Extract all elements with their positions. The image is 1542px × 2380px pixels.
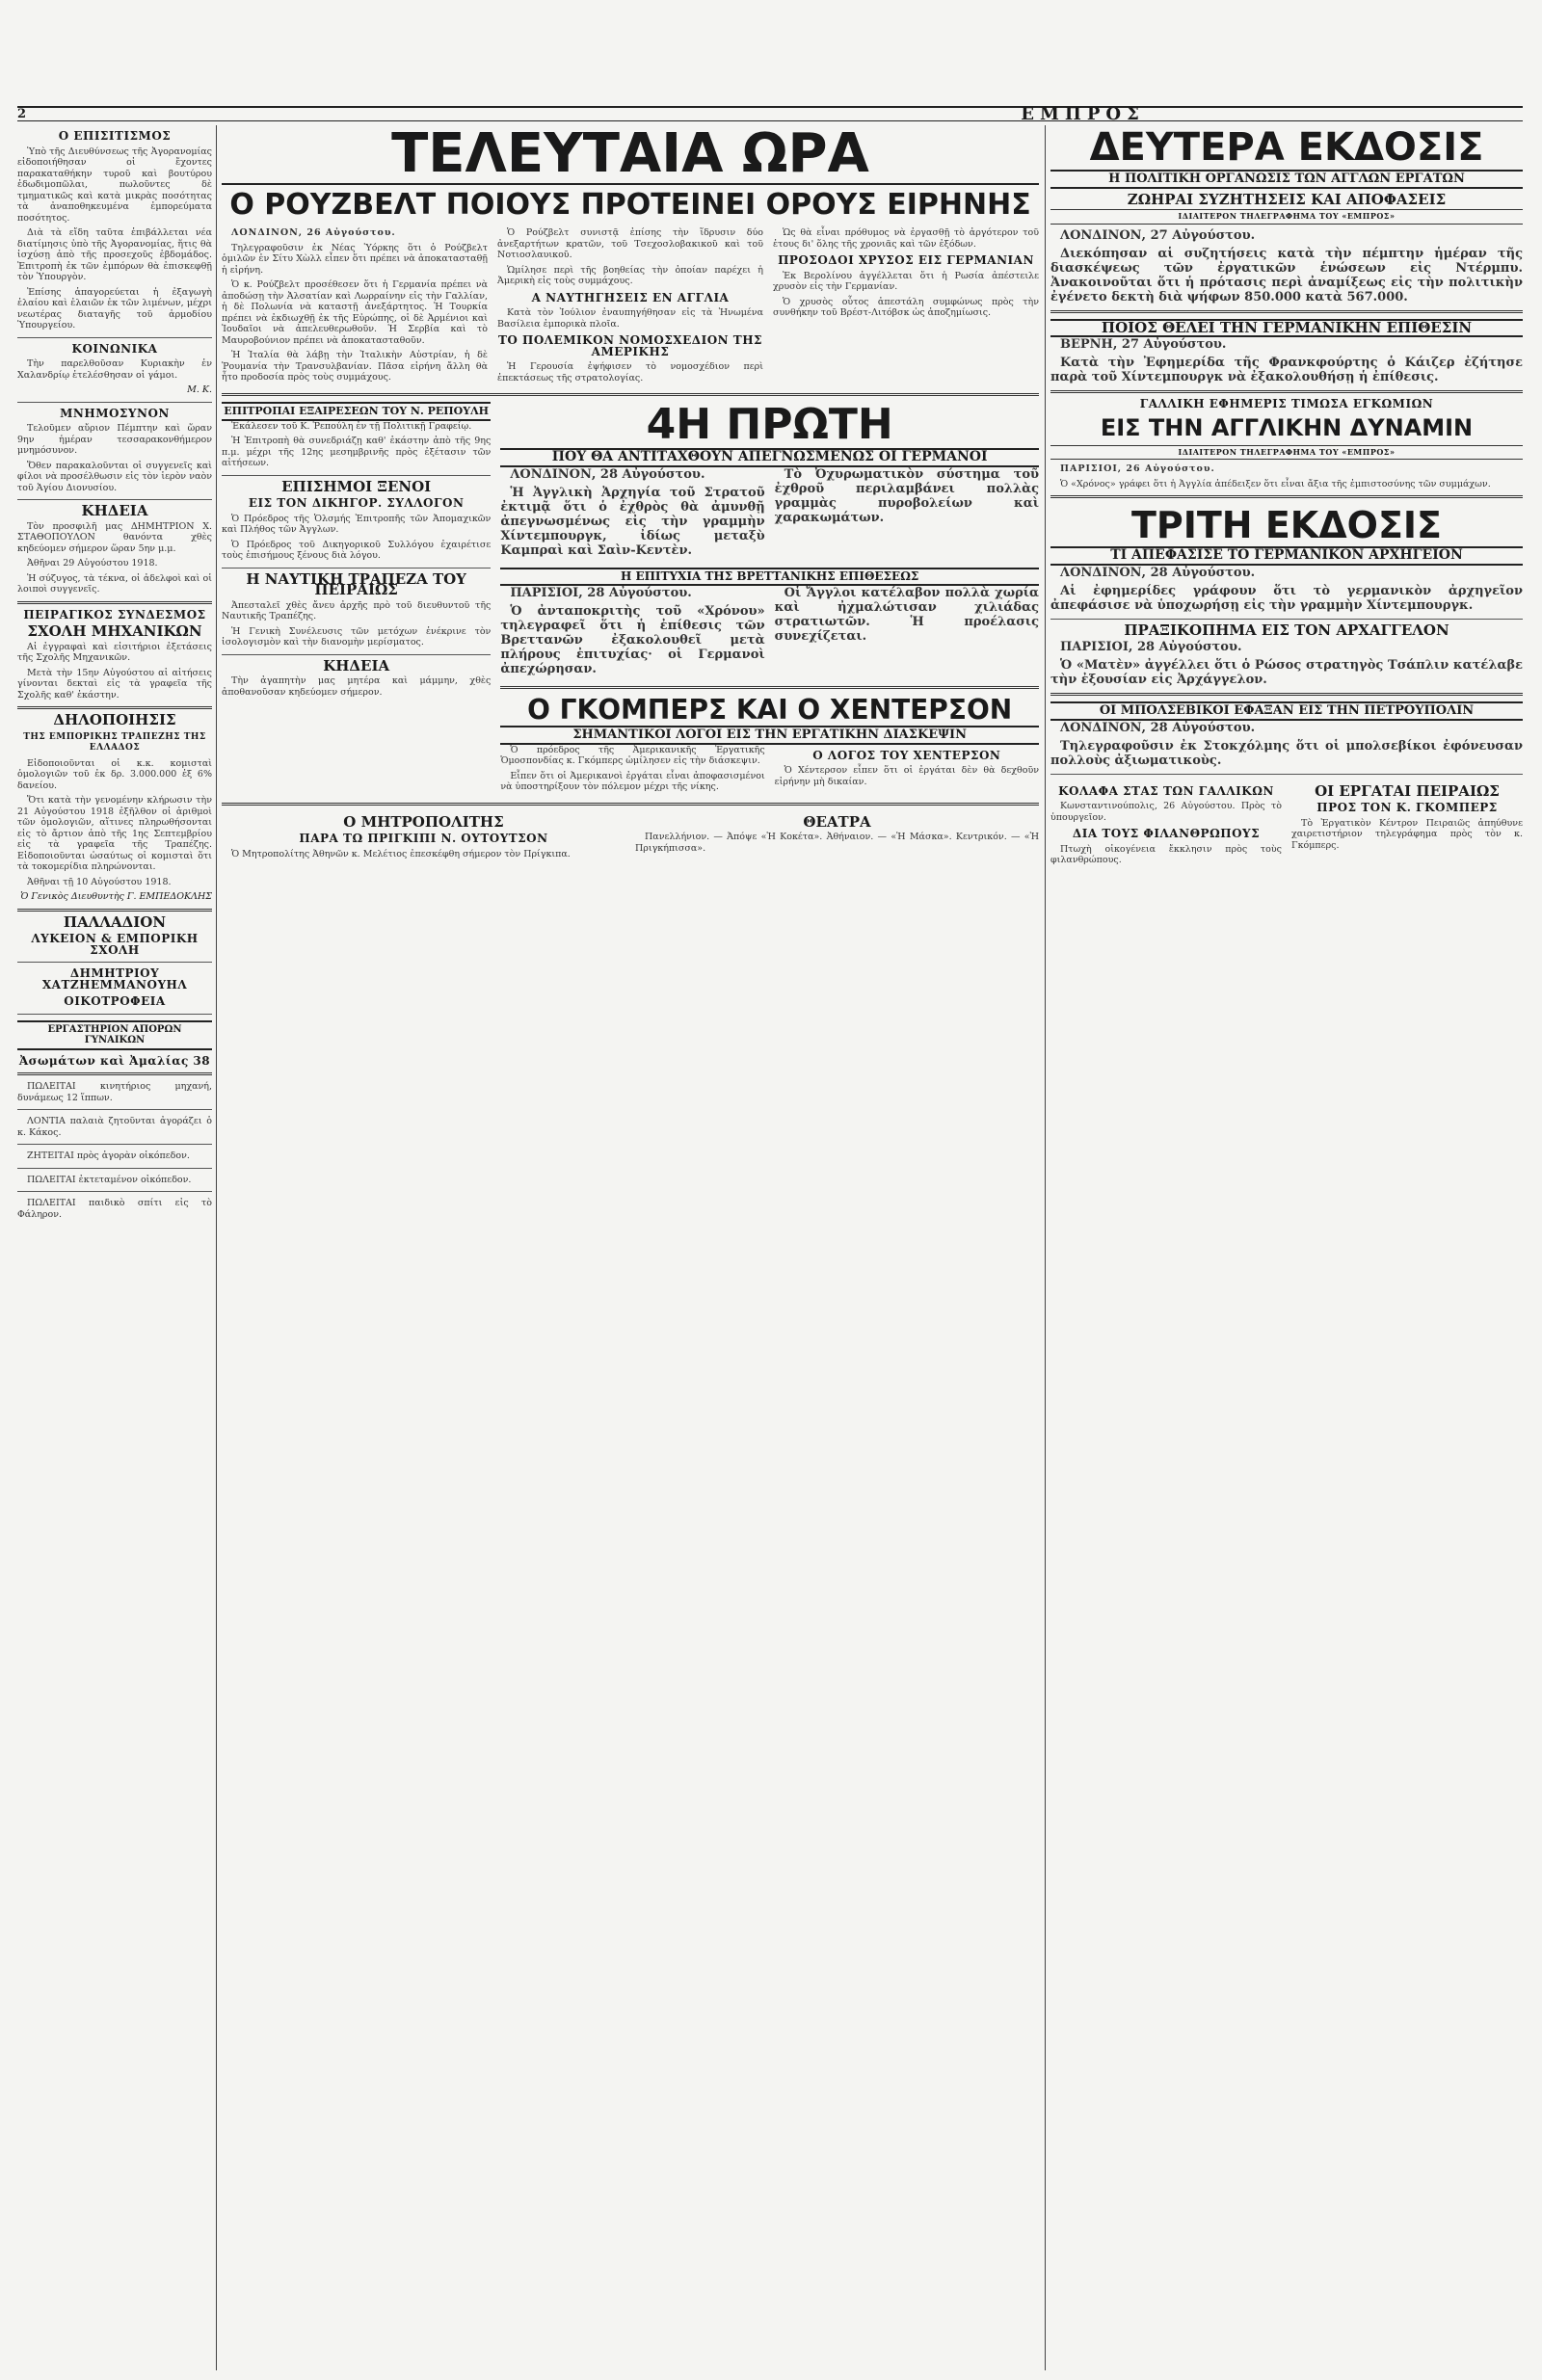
deutera-dateline: ΛΟΝΔΙΝΟΝ, 27 Αὐγούστου. (1060, 227, 1256, 243)
mechanikon-text: Αἱ ἐγγραφαὶ καὶ εἰσιτήριοι ἐξετάσεις τῆς Σχολῆς Μηχανικῶν. (17, 641, 212, 663)
gompers-text: Ὁ πρόεδρος τῆς Ἀμερικανικῆς Ἐργατικῆς Ὁμοσπονδίας κ. Γκόμπερς ὡμίλησεν εἰς τὴν διάσκεψιν. (500, 744, 765, 766)
theatra-headline: ΘΕΑΤΡΑ (803, 812, 871, 831)
chatziemmanouil-subtitle: ΟΙΚΟΤΡΟΦΕΙΑ (64, 994, 166, 1008)
polemikon-headline: ΤΟ ΠΟΛΕΜΙΚΟΝ ΝΟΜΟΣΧΕΔΙΟΝ ΤΗΣ ΑΜΕΡΙΚΗΣ (497, 333, 763, 358)
mitropolitis-subheadline: ΠΑΡΑ ΤΩ ΠΡΙΓΚΙΠΙ Ν. ΟΥΤΟΥΤΣΟΝ (299, 832, 548, 845)
theatra-text: Πανελλήνιον. — Ἀπόψε «Ἡ Κοκέτα». Ἀθήναιον. — «Ἡ Μάσκα». Κεντρικόν. — «Ἡ Πριγκήπισσα». (635, 832, 1039, 854)
masthead: ΕΜΠΡΟΣ (1021, 104, 1145, 124)
praxikopima-headline: ΠΡΑΞΙΚΟΠΗΜΑ ΕΙΣ ΤΟΝ ΑΡΧΑΓΓΕΛΟΝ (1124, 621, 1449, 639)
column-rule (216, 125, 217, 2370)
triti-subtitle: ΤΙ ΑΠΕΦΑΣΙΣΕ ΤΟ ΓΕΡΜΑΝΙΚΟΝ ΑΡΧΗΓΕΙΟΝ (1050, 546, 1523, 566)
episimoi-headline: ΕΠΙΣΗΜΟΙ ΞΕΝΟΙ (281, 477, 432, 495)
column-center: ΤΕΛΕΥΤΑΙΑ ΩΡΑ Ο ΡΟΥΖΒΕΛΤ ΠΟΙΟΥΣ ΠΡΟΤΕΙΝΕΙ ΟΡΟΥΣ ΕΙΡΗΝΗΣ ΛΟΝΔΙΝΟΝ, 26 Αὐγούστου. Τηλεγραφοῦσιν ἐκ Νέας Ὑόρκης ὅτι ὁ Ρούζβελτ ὁμιλῶν ἐν Σίτυ Χὼλλ εἶπεν ὅτι πρέπει νὰ ἀποκατασταθῇ ἡ εἰρήνη. Ὁ κ. Ρούζβελτ προσέθεσεν ὅτι ἡ Γερμανία πρέπει νὰ ἀποδώσῃ τὴν Ἀλσατίαν καὶ Λωρραίνην εἰς τὴν Γαλλίαν, ἡ δὲ Πολωνία νὰ καταστῇ ἀνεξάρτητος. Ἡ Τουρκία πρέπει νὰ ἐκδιωχθῇ ἐκ τῆς Εὐρώπης, οἱ δὲ Ἀρμένιοι καὶ Ἰουδαῖοι νὰ ἀπελευθερωθοῦν. Ἡ Σερβία καὶ τὸ Μαυροβούνιον πρέπει νὰ ἀποκατασταθοῦν. Ἡ Ἰταλία θὰ λάβῃ τὴν Ἰταλικὴν Αὐστρίαν, ἡ δὲ Ῥουμανία τὴν Τρανσυλβανίαν. Πᾶσα εἰρήνη ἄλλη θὰ ἦτο προδοσία πρὸς τοὺς συμμάχους. Ὁ Ρούζβελτ συνιστᾷ ἐπίσης τὴν ἵδρυσιν δύο ἀνεξαρτήτων κρατῶν, τοῦ Τσεχοσλοβακικοῦ καὶ τοῦ Νοτιοσλαυικοῦ. Ὡμίλησε περὶ τῆς βοηθείας τὴν ὁποίαν παρέχει ἡ Ἀμερικὴ εἰς τοὺς συμμάχους. Α ΝΑΥΤΗΓΗΣΕΙΣ ΕΝ ΑΓΓΛΙΑ Κατὰ τὸν Ἰούλιον ἐναυπηγήθησαν εἰς τὰ Ἡνωμένα Βασίλεια ἐμπορικὰ πλοῖα. ΤΟ ΠΟΛΕΜΙΚΟΝ ΝΟΜΟΣΧΕΔΙΟΝ ΤΗΣ ΑΜΕΡΙΚΗΣ Ἡ Γερουσία ἐψήφισεν τὸ νομοσχέδιον περὶ ἐπεκτάσεως τῆς στρατολογίας. Ὡς θὰ εἶναι πρόθυμος νὰ ἐργασθῇ τὸ ἀργότερον τοῦ ἐτους δι' ὅλης τῆς χρονιᾶς καὶ τῶν ἐξόδων. ΠΡΟΣΟΔΟΙ ΧΡΥΣΟΣ ΕΙΣ ΓΕΡΜΑΝΙΑΝ Ἐκ Βερολίνου ἀγγέλλεται ὅτι ἡ Ρωσία ἀπέστειλε χρυσὸν εἰς τὴν Γερμανίαν. Ὁ χρυσὸς οὗτος ἀπεστάλη συμφώνως πρὸς τὴν συνθήκην τοῦ Βρέστ-Λιτόβσκ ὡς ἀποζημίωσις. ΕΠΙΤΡΟΠΑΙ ΕΞΑΙΡΕΣΕΩΝ ΤΟΥ Ν. ΡΕΠΟΥΛΗ Ἐκάλεσεν τοῦ Κ. Ῥεπούλη ἐν τῇ Πολιτικῇ Γραφείῳ. Ἡ Ἐπιτροπὴ θὰ συνεδριάζῃ καθ' ἑκάστην ἀπὸ τῆς 9ης π.μ. μέχρι τῆς 12ης μεσημβρινῆς πρὸς ἐξέτασιν τῶν αἰτήσεων. ΕΠΙΣΗΜΟΙ ΞΕΝΟΙ ΕΙΣ ΤΟΝ ΔΙΚΗΓΟΡ. ΣΥΛΛΟΓΟΝ Ὁ Πρόεδρος τῆς Ὁλσμής Ἐπιτροπῆς τῶν Ἀπομαχικῶν καὶ Πλήθος τῶν Ἁγγλων. Ὁ Πρόεδρος τοῦ Δικηγορικοῦ Συλλόγου ἐχαιρέτισε τοὺς ἐπισήμους ξένους διὰ λόγου. Η ΝΑΥΤΙΚΗ ΤΡΑΠΕΖΑ ΤΟΥ ΠΕΙΡΑΙΩΣ Ἀπεσταλεῖ χθὲς ἄνευ ἀρχῆς πρὸ τοῦ διευθυντοῦ τῆς Ναυτικῆς Τραπέζης. Ἡ Γενικὴ Συνέλευσις τῶν μετόχων ἐνέκρινε τὸν ἰσολογισμὸν καὶ τὴν διανομὴν μερίσματος. ΚΗΔΕΙΑ Τὴν ἀγαπητὴν μας μητέρα καὶ μάμμην, χθὲς ἀποθανοῦσαν κηδεύομεν σήμερον. 4Η ΠΡΩΤΗ ΠΟΥ ΘΑ ΑΝΤΙΤΑΧΘΟΥΝ ΑΠΕΓΝΩΣΜΕΝΩΣ ΟΙ ΓΕΡΜΑΝΟΙ ΛΟΝΔΙΝΟΝ, 28 Αὐγούστου. Ἡ Ἀγγλικὴ Ἀρχηγία τοῦ Στρατοῦ ἐκτιμᾷ ὅτι ὁ ἐχθρὸς θὰ ἀμυνθῇ ἀπεγνωσμένως εἰς τὴν γραμμὴν Χίντεμπουργκ, ἰδίως μεταξὺ Καμπραὶ καὶ Σαὶν-Κεντὲν. Τὸ Ὀχυρωματικὸν σύστημα τοῦ ἐχθροῦ περιλαμβάνει πολλὰς γραμμὰς πυροβολείων καὶ χαρακωμάτων. Η ΕΠΙΤΥΧΙΑ ΤΗΣ ΒΡΕΤΤΑΝΙΚΗΣ ΕΠΙΘΕΣΕΩΣ ΠΑΡΙΣΙΟΙ, 28 Αὐγούστου. Ὁ ἀνταποκριτὴς τοῦ «Χρόνου» τηλεγραφεῖ ὅτι ἡ ἐπίθεσις τῶν Βρεττανῶν ἐξακολουθεῖ μετὰ πλήρους ἐπιτυχίας· οἱ Γερμανοὶ ἀπεχώρησαν. Οἱ Ἄγγλοι κατέλαβον πολλὰ χωρία καὶ ἠχμαλώτισαν χιλιάδας στρατιωτῶν. Ἡ προέλασις συνεχίζεται. Ο ΓΚΟΜΠΕΡΣ ΚΑΙ Ο ΧΕΝΤΕΡΣΟΝ ΣΗΜΑΝΤΙΚΟΙ ΛΟΓΟΙ ΕΙΣ ΤΗΝ ΕΡΓΑΤΙΚΗΝ ΔΙΑΣΚΕΨΙΝ Ὁ πρόεδρος τῆς Ἀμερικανικῆς Ἐργατικῆς Ὁμοσπονδίας κ. Γκόμπερς ὡμίλησεν εἰς τὴν διάσκεψιν. Εἶπεν ὅτι οἱ Ἀμερικανοὶ ἐργάται εἶναι ἀποφασισμένοι νὰ ὑποστηρίξουν τὸν πόλεμον μέχρι τῆς νίκης. Ο ΛΟΓΟΣ ΤΟΥ ΧΕΝΤΕΡΣΟΝ Ὁ Χέντερσον εἶπεν ὅτι οἱ ἐργάται δὲν θὰ δεχθοῦν εἰρήνην μὴ δικαίαν. Ο ΜΗΤΡΟΠΟΛΙΤΗΣ ΠΑΡΑ ΤΩ ΠΡΙΓΚΙΠΙ Ν. ΟΥΤΟΥΤΣΟΝ Ὁ Μητροπολίτης Ἀθηνῶν κ. Μελέτιος ἐπεσκέφθη σήμερον τὸν Πρίγκιπα. ΘΕΑΤΡΑ Πανελλήνιον. — Ἀπόψε «Ἡ Κοκέτα». Ἀθήναιον. — «Ἡ Μάσκα». Κεντρικόν. — «Ἡ Πριγκήπισσα». (222, 125, 1039, 859)
deutera-text: Διεκόπησαν αἱ συζητήσεις κατὰ τὴν πέμπτην ἡμέραν τῆς διασκέψεως τῶν ἐργατικῶν ἑνώσεων εἰς Ντέρμπυ. Ἀνακοινοῦται ὅτι ἡ πρότασις περὶ ἀναμίξεως εἰς τὴν πολιτικὴν ἐγένετο δεκτὴ διὰ ψήφων 850.000 κατὰ 567.000. (1050, 246, 1523, 304)
roosevelt-text: Τηλεγραφοῦσιν ἐκ Νέας Ὑόρκης ὅτι ὁ Ρούζβελτ ὁμιλῶν ἐν Σίτυ Χὼλλ εἶπεν ὅτι πρέπει νὰ ἀποκατασταθῇ ἡ εἰρήνη. (222, 242, 488, 276)
kideia-center-headline: ΚΗΔΕΙΑ (323, 656, 390, 674)
kideia-date: Ἀθῆναι 29 Αὐγούστου 1918. (27, 558, 158, 569)
praxikopima-dateline: ΠΑΡΙΣΙΟΙ, 28 Αὐγούστου. (1060, 640, 1242, 654)
mitropolitis-text: Ὁ Μητροπολίτης Ἀθηνῶν κ. Μελέτιος ἐπεσκέφθη σήμερον τὸν Πρίγκιπα. (231, 848, 571, 859)
bolsheviki-dateline: ΛΟΝΔΙΝΟΝ, 28 Αὐγούστου. (1060, 720, 1256, 735)
triti-title: ΤΡΙΤΗ ΕΚΔΟΣΙΣ (1130, 504, 1443, 546)
ergatai-headline: ΟΙ ΕΡΓΑΤΑΙ ΠΕΙΡΑΙΩΣ (1315, 781, 1500, 800)
ergatai-subheadline: ΠΡΟΣ ΤΟΝ Κ. ΓΚΟΜΠΕΡΣ (1316, 801, 1498, 814)
naftiki-headline: Η ΝΑΥΤΙΚΗ ΤΡΑΠΕΖΑ ΤΟΥ ΠΕΙΡΑΙΩΣ (246, 569, 466, 598)
roosevelt-dateline: ΛΟΝΔΙΝΟΝ, 26 Αὐγούστου. (231, 227, 396, 238)
ergastirion-address: Ἀσωμάτων καὶ Ἀμαλίας 38 (18, 1053, 211, 1068)
kolafa-headline: ΚΟΛΑΦΑ ΣΤΑΣ ΤΩΝ ΓΑΛΛΙΚΩΝ (1058, 783, 1274, 798)
mnimosynon-text: Τελοῦμεν αὔριον Πέμπτην καὶ ὥραν 9ην ἡμέραν τεσσαρακονθήμερον μνημόσυνον. (17, 423, 212, 456)
naftigisis-headline: Α ΝΑΥΤΗΓΗΣΕΙΣ ΕΝ ΑΓΓΛΙΑ (531, 290, 730, 304)
triti-text: Αἱ ἐφημερίδες γράφουν ὅτι τὸ γερμανικὸν ἀρχηγεῖον ἀπεφάσισε νὰ ὑποχωρήσῃ εἰς τὴν γραμμὴν Χίντεμπουργκ. (1050, 583, 1523, 613)
germaniki-text: Κατὰ τὴν Ἐφημερίδα τῆς Φρανκφούρτης ὁ Κάιζερ ἐζήτησε παρὰ τοῦ Χίντεμπουργκ νὰ ἐξακολουθήσῃ ἡ ἐπίθεσις. (1050, 356, 1523, 384)
dilopoiisis-signature: Ὁ Γενικὸς Διευθυντὴς Γ. ΕΜΠΕΔΟΚΛΗΣ (20, 891, 212, 902)
exaireseon-text: Ἐκάλεσεν τοῦ Κ. Ῥεπούλη ἐν τῇ Πολιτικῇ Γραφείῳ. (231, 420, 472, 432)
koinonika-text: Τὴν παρελθοῦσαν Κυριακὴν ἐν Χαλανδρίῳ ἐτελέσθησαν οἱ γάμοι. (17, 358, 212, 381)
kideia-center-text: Τὴν ἀγαπητὴν μας μητέρα καὶ μάμμην, χθὲς ἀποθανοῦσαν κηδεύομεν σήμερον. (222, 675, 492, 698)
roosevelt-text-2: Ὁ Ρούζβελτ συνιστᾷ ἐπίσης τὴν ἵδρυσιν δύο ἀνεξαρτήτων κρατῶν, τοῦ Τσεχοσλοβακικοῦ καὶ τοῦ Νοτιοσλαυικοῦ. (497, 227, 763, 260)
classified-ad-4: ΠΩΛΕΙΤΑΙ ἐκτεταμένον οἰκόπεδον. (27, 1174, 192, 1185)
classified-ad-2: ΛΟΝΤΙΑ παλαιὰ ζητοῦνται ἀγοράζει ὁ κ. Κάκος. (17, 1116, 212, 1138)
page-number: 2 (17, 107, 27, 121)
roosevelt-headline: Ο ΡΟΥΖΒΕΛΤ ΠΟΙΟΥΣ ΠΡΟΤΕΙΝΕΙ ΟΡΟΥΣ ΕΙΡΗΝΗΣ (222, 183, 1039, 222)
classified-ad-5: ΠΩΛΕΙΤΑΙ παιδικὸ σπίτι εἰς τὸ Φάληρον. (17, 1198, 212, 1220)
palladion-subtitle: ΛΥΚΕΙΟΝ & ΕΜΠΟΡΙΚΗ ΣΧΟΛΗ (31, 932, 199, 957)
column-rule (1045, 125, 1046, 2370)
praxikopima-text: Ὁ «Ματὲν» ἀγγέλλει ὅτι ὁ Ρώσος στρατηγὸς Τσάπλιν κατέλαβε τὴν ἐξουσίαν εἰς Ἀρχάγγελον. (1050, 658, 1523, 687)
episimoi-text: Ὁ Πρόεδρος τῆς Ὁλσμής Ἐπιτροπῆς τῶν Ἀπομαχικῶν καὶ Πλήθος τῶν Ἁγγλων. (222, 513, 492, 535)
koinonika-title: ΚΟΙΝΩΝΙΚΑ (71, 341, 158, 356)
telegram-label: ΙΔΙΑΙΤΕΡΟΝ ΤΗΛΕΓΡΑΦΗΜΑ ΤΟΥ «ΕΜΠΡΟΣ» (1050, 209, 1523, 225)
episimoi-subheadline: ΕΙΣ ΤΟΝ ΔΙΚΗΓΟΡ. ΣΥΛΛΟΓΟΝ (248, 496, 465, 510)
classified-ad-3: ΖΗΤΕΙΤΑΙ πρὸς ἀγορὰν οἰκόπεδον. (27, 1150, 190, 1161)
proti-text: Ἡ Ἀγγλικὴ Ἀρχηγία τοῦ Στρατοῦ ἐκτιμᾷ ὅτι ὁ ἐχθρὸς θὰ ἀμυνθῇ ἀπεγνωσμένως εἰς τὴν γραμμὴν Χίντεμπουργκ, ἰδίως μεταξὺ Καμπραὶ καὶ Σαὶν-Κεντὲν. (500, 485, 765, 558)
galliki-headline: ΓΑΛΛΙΚΗ ΕΦΗΜΕΡΙΣ ΤΙΜΩΣΑ ΕΓΚΩΜΙΩΝ (1139, 397, 1434, 410)
dilopoiisis-text: Εἰδοποιοῦνται οἱ κ.κ. κομισταὶ ὁμολογιῶν τοῦ ἐκ δρ. 3.000.000 ἐξ 6% δανείου. (17, 757, 212, 791)
gold-headline: ΠΡΟΣΟΔΟΙ ΧΡΥΣΟΣ ΕΙΣ ΓΕΡΜΑΝΙΑΝ (778, 253, 1034, 267)
galliki-headline-2: ΕΙΣ ΤΗΝ ΑΓΓΛΙΚΗΝ ΔΥΝΑΜΙΝ (1100, 413, 1474, 441)
naftigisis-text: Κατὰ τὸν Ἰούλιον ἐναυπηγήθησαν εἰς τὰ Ἡνωμένα Βασίλεια ἐμπορικὰ πλοῖα. (497, 307, 763, 330)
polemikon-text: Ἡ Γερουσία ἐψήφισεν τὸ νομοσχέδιον περὶ ἐπεκτάσεως τῆς στρατολογίας. (497, 361, 763, 383)
chatziemmanouil-title: ΔΗΜΗΤΡΙΟΥ ΧΑΤΖΗΕΜΜΑΝΟΥΗΛ (41, 966, 188, 992)
mechanikon-title: ΣΧΟΛΗ ΜΗΧΑΝΙΚΩΝ (27, 622, 202, 640)
epitychia-text: Ὁ ἀνταποκριτὴς τοῦ «Χρόνου» τηλεγραφεῖ ὅτι ἡ ἐπίθεσις τῶν Βρεττανῶν ἐξακολουθεῖ μετὰ πλήρους ἐπιτυχίας· οἱ Γερμανοὶ ἀπεχώρησαν. (500, 604, 765, 676)
classified-ad-1: ΠΩΛΕΙΤΑΙ κινητήριος μηχανή, δυνάμεως 12 ἵππων. (17, 1081, 212, 1103)
mnimosynon-title: ΜΝΗΜΟΣΥΝΟΝ (60, 406, 170, 420)
main-title: ΤΕΛΕΥΤΑΙΑ ΩΡΑ (391, 125, 869, 185)
germaniki-headline: ΠΟΙΟΣ ΘΕΛΕΙ ΤΗΝ ΓΕΡΜΑΝΙΚΗΝ ΕΠΙΘΕΣΙΝ (1050, 319, 1523, 338)
naftiki-text: Ἀπεσταλεῖ χθὲς ἄνευ ἀρχῆς πρὸ τοῦ διευθυντοῦ τῆς Ναυτικῆς Τραπέζης. (222, 599, 492, 621)
exaireseon-headline: ΕΠΙΤΡΟΠΑΙ ΕΞΑΙΡΕΣΕΩΝ ΤΟΥ Ν. ΡΕΠΟΥΛΗ (222, 402, 491, 421)
column-right (1050, 125, 1523, 2370)
proti-headline: 4Η ΠΡΩΤΗ (646, 400, 893, 449)
proti-dateline: ΛΟΝΔΙΝΟΝ, 28 Αὐγούστου. (510, 466, 705, 482)
deutera-title: ΔΕΥΤΕΡΑ ΕΚΔΟΣΙΣ (1089, 125, 1484, 170)
galliki-text: Ὁ «Χρόνος» γράφει ὅτι ἡ Ἀγγλία ἀπέδειξεν ὅτι εἶναι ἄξια τῆς ἐμπιστοσύνης τῶν συμμάχων. (1060, 478, 1491, 489)
kolafa-text: Κωνσταντινούπολις, 26 Αὐγούστου. Πρὸς τὸ ὑπουργεῖον. (1050, 801, 1282, 823)
ergastirion-title: ΕΡΓΑΣΤΗΡΙΟΝ ΑΠΟΡΩΝ ΓΥΝΑΙΚΩΝ (17, 1020, 212, 1050)
dilopoiisis-subtitle: ΤΗΣ ΕΜΠΟΡΙΚΗΣ ΤΡΑΠΕΖΗΣ ΤΗΣ ΕΛΛΑΔΟΣ (23, 731, 206, 753)
gompers-headline: Ο ΓΚΟΜΠΕΡΣ ΚΑΙ Ο ΧΕΝΤΕΡΣΟΝ (527, 694, 1013, 726)
germaniki-dateline: ΒΕΡΝΗ, 27 Αὐγούστου. (1060, 337, 1227, 352)
epitychia-headline: Η ΕΠΙΤΥΧΙΑ ΤΗΣ ΒΡΕΤΤΑΝΙΚΗΣ ΕΠΙΘΕΣΕΩΣ (500, 568, 1039, 587)
dilopoiisis-title: ΔΗΛΟΠΟΙΗΣΙΣ (53, 711, 176, 728)
filanthropous-text: Πτωχὴ οἰκογένεια ἔκκλησιν πρὸς τοὺς φιλανθρώπους. (1050, 843, 1282, 865)
deutera-subtitle: Η ΠΟΛΙΤΙΚΗ ΟΡΓΑΝΩΣΙΣ ΤΩΝ ΑΓΓΛΩΝ ΕΡΓΑΤΩΝ (1050, 170, 1523, 189)
newspaper-page (17, 0, 1523, 2376)
page-header (17, 104, 1523, 124)
episitismos-text: Ὑπὸ τῆς Διευθύνσεως τῆς Ἀγορανομίας εἰδοποιήθησαν οἱ ἔχοντες παρακαταθήκην τυροῦ καὶ βουτύρου ἐδωδιμοπῶλαι, πωλοῦντες δὲ τμηματικῶς καὶ κατὰ μικρὰς ποσότητας τὰ ἀναποθηκευμένα ἐμπορεύματα ποσότητος. (17, 145, 212, 224)
deutera-subtitle-2: ΖΩΗΡΑΙ ΣΥΖΗΤΗΣΕΙΣ ΚΑΙ ΑΠΟΦΑΣΕΙΣ (1127, 190, 1447, 208)
dilopoiisis-date: Ἀθῆναι τῇ 10 Αὐγούστου 1918. (27, 876, 172, 887)
gold-text: Ἐκ Βερολίνου ἀγγέλλεται ὅτι ἡ Ρωσία ἀπέστειλε χρυσὸν εἰς τὴν Γερμανίαν. (773, 270, 1039, 292)
episitismos-title: Ο ΕΠΙΣΙΤΙΣΜΟΣ (58, 129, 172, 143)
bolsheviki-text: Τηλεγραφοῦσιν ἐκ Στοκχόλμης ὅτι οἱ μπολσεβίκοι ἐφόνευσαν πολλοὺς ἀξιωματικοὺς. (1050, 738, 1523, 768)
triti-dateline: ΛΟΝΔΙΝΟΝ, 28 Αὐγούστου. (1060, 565, 1256, 580)
henderson-text: Ὁ Χέντερσον εἶπεν ὅτι οἱ ἐργάται δὲν θὰ δεχθοῦν εἰρήνην μὴ δικαίαν. (774, 765, 1039, 787)
epitychia-dateline: ΠΑΡΙΣΙΟΙ, 28 Αὐγούστου. (510, 586, 692, 600)
kideia-title: ΚΗΔΕΙΑ (81, 502, 148, 519)
column-left: Ο ΕΠΙΣΙΤΙΣΜΟΣ Ὑπὸ τῆς Διευθύνσεως τῆς Ἀγορανομίας εἰδοποιήθησαν οἱ ἔχοντες παρακαταθήκην τυροῦ καὶ βουτύρου ἐδωδιμοπῶλαι, πωλοῦντες δὲ τμηματικῶς καὶ κατὰ μικρὰς ποσότητας τὰ ἀναποθηκευμένα ἐμπορεύματα ποσότητος. Διὰ τὰ εἴδη ταῦτα ἐπιβάλλεται νέα διατίμησις ὑπὸ τῆς Ἀγορανομίας, ἥτις θὰ ἰσχύσῃ ἀπὸ τῆς προσεχοῦς ἑβδομάδος. Ἐπιτροπὴ ἐκ τῶν ἐμπόρων θὰ ἐπισκεφθῇ τὸν Ὑπουργὸν. Ἐπίσης ἀπαγορεύεται ἡ ἐξαγωγὴ ἐλαίου καὶ ἐλαιῶν ἐκ τῶν λιμένων, μέχρι νεωτέρας διαταγῆς τοῦ ἁρμοδίου Ὑπουργείου. ΚΟΙΝΩΝΙΚΑ Τὴν παρελθοῦσαν Κυριακὴν ἐν Χαλανδρίῳ ἐτελέσθησαν οἱ γάμοι. Μ. Κ. ΜΝΗΜΟΣΥΝΟΝ Τελοῦμεν αὔριον Πέμπτην καὶ ὥραν 9ην ἡμέραν τεσσαρακονθήμερον μνημόσυνον. Ὅθεν παρακαλοῦνται οἱ συγγενεῖς καὶ φίλοι νὰ προσέλθωσιν εἰς τὸν ἱερὸν ναὸν τοῦ Ἁγίου Διονυσίου. ΚΗΔΕΙΑ Τὸν προσφιλῆ μας ΔΗΜΗΤΡΙΟΝ Χ. ΣΤΑΘΟΠΟΥΛΟΝ θανόντα χθὲς κηδεύομεν σήμερον ὥραν 5ην μ.μ. Ἀθῆναι 29 Αὐγούστου 1918. Ἡ σύζυγος, τὰ τέκνα, οἱ ἀδελφοὶ καὶ οἱ λοιποὶ συγγενεῖς. ΠΕΙΡΑΓΙΚΟΣ ΣΥΝΔΕΣΜΟΣ ΣΧΟΛΗ ΜΗΧΑΝΙΚΩΝ Αἱ ἐγγραφαὶ καὶ εἰσιτήριοι ἐξετάσεις τῆς Σχολῆς Μηχανικῶν. Μετὰ τὴν 15ην Αὐγούστου αἱ αἰτήσεις γίνονται δεκταὶ εἰς τὰ γραφεῖα τῆς Σχολῆς καθ' ἑκάστην. ΔΗΛΟΠΟΙΗΣΙΣ ΤΗΣ ΕΜΠΟΡΙΚΗΣ ΤΡΑΠΕΖΗΣ ΤΗΣ ΕΛΛΑΔΟΣ Εἰδοποιοῦνται οἱ κ.κ. κομισταὶ ὁμολογιῶν τοῦ ἐκ δρ. 3.000.000 ἐξ 6% δανείου. Ὅτι κατὰ τὴν γενομένην κλήρωσιν τὴν 21 Αὐγούστου 1918 ἐξῆλθον οἱ ἀριθμοὶ τῶν ὁμολογιῶν, αἵτινες πληρωθήσονται εἰς τὸ ἄρτιον ἀπὸ τῆς 1ης Σεπτεμβρίου εἰς τὰ γραφεῖα τῆς Τραπέζης. Εἰδοποιοῦνται ὡσαύτως οἱ κομισταὶ ὅτι τὰ τοκομερίδια πληρώνονται. Ἀθῆναι τῇ 10 Αὐγούστου 1918. Ὁ Γενικὸς Διευθυντὴς Γ. ΕΜΠΕΔΟΚΛΗΣ ΠΑΛΛΑΔΙΟΝ ΛΥΚΕΙΟΝ & ΕΜΠΟΡΙΚΗ ΣΧΟΛΗ ΔΗΜΗΤΡΙΟΥ ΧΑΤΖΗΕΜΜΑΝΟΥΗΛ ΟΙΚΟΤΡΟΦΕΙΑ ΕΡΓΑΣΤΗΡΙΟΝ ΑΠΟΡΩΝ ΓΥΝΑΙΚΩΝ Ἀσωμάτων καὶ Ἀμαλίας 38 ΠΩΛΕΙΤΑΙ κινητήριος μηχανή, δυνάμεως 12 ἵππων. ΛΟΝΤΙΑ παλαιὰ ζητοῦνται ἀγοράζει ὁ κ. Κάκος. ΖΗΤΕΙΤΑΙ πρὸς ἀγορὰν οἰκόπεδον. ΠΩΛΕΙΤΑΙ ἐκτεταμένον οἰκόπεδον. ΠΩΛΕΙΤΑΙ παιδικὸ σπίτι εἰς τὸ Φάληρον. (17, 129, 212, 1220)
galliki-dateline: ΠΑΡΙΣΙΟΙ, 26 Αὐγούστου. (1060, 463, 1215, 474)
ergatai-text: Τὸ Ἐργατικὸν Κέντρον Πειραιῶς ἀπηύθυνε χαιρετιστήριον τηλεγράφημα πρὸς τὸν κ. Γκόμπερς. (1291, 817, 1523, 851)
bolsheviki-headline: ΟΙ ΜΠΟΛΣΕΒΙΚΟΙ ΕΦΑΞΑΝ ΕΙΣ ΤΗΝ ΠΕΤΡΟΥΠΟΛΙΝ (1050, 701, 1523, 721)
palladion-title: ΠΑΛΛΑΔΙΟΝ (63, 912, 167, 931)
mechanikon-subtitle: ΠΕΙΡΑΓΙΚΟΣ ΣΥΝΔΕΣΜΟΣ (23, 607, 206, 621)
koinonika-signature: Μ. Κ. (187, 384, 212, 395)
gompers-subheadline: ΣΗΜΑΝΤΙΚΟΙ ΛΟΓΟΙ ΕΙΣ ΤΗΝ ΕΡΓΑΤΙΚΗΝ ΔΙΑΣΚΕΨΙΝ (500, 726, 1039, 745)
filanthropous-headline: ΔΙΑ ΤΟΥΣ ΦΙΛΑΝΘΡΩΠΟΥΣ (1072, 827, 1261, 840)
proti-subheadline: ΠΟΥ ΘΑ ΑΝΤΙΤΑΧΘΟΥΝ ΑΠΕΓΝΩΣΜΕΝΩΣ ΟΙ ΓΕΡΜΑΝΟΙ (500, 448, 1039, 467)
kideia-text: Τὸν προσφιλῆ μας ΔΗΜΗΤΡΙΟΝ Χ. ΣΤΑΘΟΠΟΥΛΟΝ θανόντα χθὲς κηδεύομεν σήμερον ὥραν 5ην μ.μ. (17, 520, 212, 554)
telegram-label: ΙΔΙΑΙΤΕΡΟΝ ΤΗΛΕΓΡΑΦΗΜΑ ΤΟΥ «ΕΜΠΡΟΣ» (1050, 445, 1523, 461)
henderson-headline: Ο ΛΟΓΟΣ ΤΟΥ ΧΕΝΤΕΡΣΟΝ (812, 748, 1001, 762)
mitropolitis-headline: Ο ΜΗΤΡΟΠΟΛΙΤΗΣ (343, 812, 504, 831)
